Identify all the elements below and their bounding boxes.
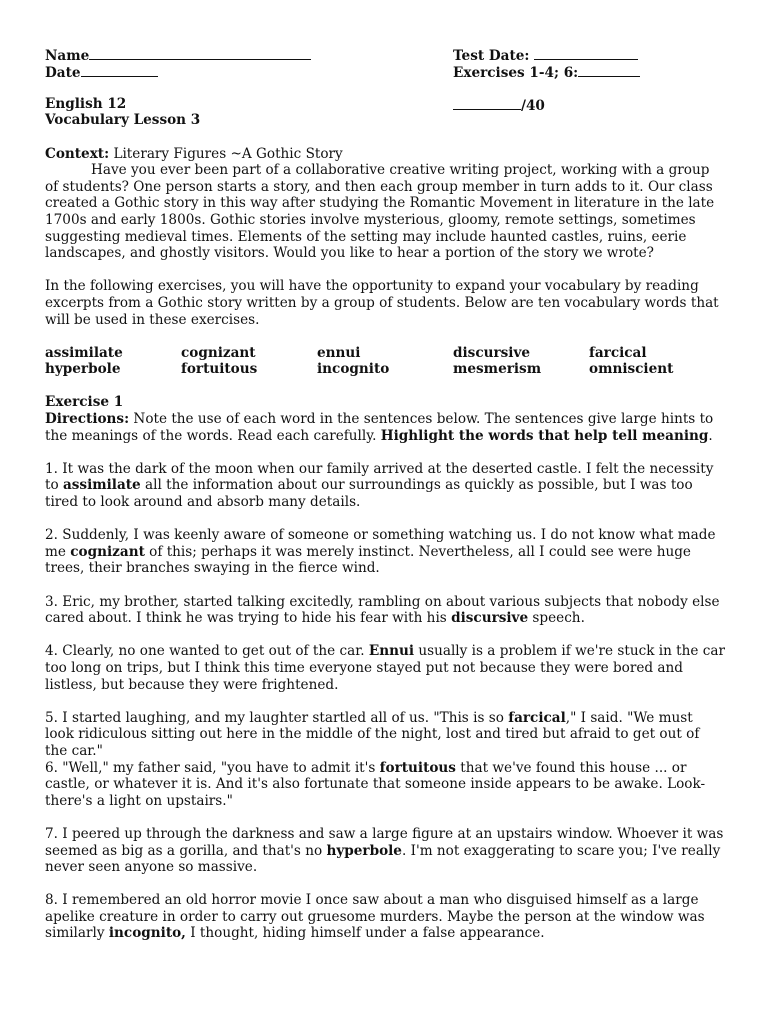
sentence-item — [45, 710, 725, 760]
header-row-3 — [45, 96, 725, 113]
sentence-item — [45, 826, 725, 876]
header-row-1 — [45, 46, 725, 63]
sentence-text: usually is a problem if we're stuck in the car too long on trips, but I think this time everyone stayed put not because they were bored and listless, but because they were frightened. — [45, 643, 725, 693]
name-label: Name — [45, 48, 90, 64]
vocab-word: assimilate — [45, 344, 123, 361]
score-total: /40 — [521, 97, 545, 114]
test-date-blank[interactable] — [534, 46, 638, 60]
directions-end: . — [708, 427, 713, 444]
sentence-text: 2. Suddenly, I was keenly aware of someone or something watching us. I do not know what made me — [45, 527, 716, 560]
sentence-text: 4. Clearly, no one wanted to get out of the car. — [45, 643, 369, 660]
exercises-field — [453, 63, 640, 82]
intro-paragraph: In the following exercises, you will have the opportunity to expand your vocabulary by reading excerpts from a Gothic story written by a group of students. Below are ten vocabulary words that will be used in these exercises. — [45, 278, 719, 328]
sentence-text: 6. "Well," my father said, "you have to admit it's — [45, 759, 380, 776]
sentence-item — [45, 594, 725, 627]
vocab-term: cognizant — [70, 543, 145, 560]
vocab-word: ennui — [317, 344, 361, 361]
vocab-term: hyperbole — [326, 842, 402, 859]
header-row-2 — [45, 63, 725, 80]
vocab-word: farcical — [589, 344, 647, 361]
sentence-item — [45, 643, 725, 693]
score-blank[interactable] — [453, 96, 521, 110]
vocab-term: incognito, — [108, 925, 186, 942]
sentence-text: I thought, hiding himself under a false appearance. — [185, 925, 545, 942]
sentence-text: of this; perhaps it was merely instinct. Nevertheless, all I could see were huge trees, their branches swaying in the fierce wind. — [45, 543, 691, 577]
vocab-word: cognizant — [181, 344, 256, 361]
context-title: Literary Figures ~A Gothic Story — [113, 145, 343, 162]
worksheet-page — [45, 46, 725, 942]
lesson-title: Vocabulary Lesson 3 — [45, 112, 201, 129]
vocab-term: fortuitous — [379, 759, 456, 776]
directions-highlight: Highlight the words that help tell meaning — [380, 427, 709, 444]
exercises-label: Exercises 1-4; 6: — [453, 64, 579, 81]
header-row-4 — [45, 112, 725, 129]
sentence-item — [45, 760, 725, 810]
sentence-text: 3. Eric, my brother, started talking excitedly, rambling on about various subjects that nobody else cared about. I think he was trying to hide his fear with his — [45, 593, 720, 627]
sentence-item — [45, 461, 725, 511]
exercises-blank[interactable] — [578, 63, 640, 77]
context-label: Context: — [45, 145, 110, 162]
sentence-text: 5. I started laughing, and my laughter startled all of us. "This is so — [45, 709, 509, 726]
date-label: Date — [45, 64, 81, 81]
directions-label: Directions: — [45, 411, 130, 428]
name-blank[interactable] — [89, 46, 311, 60]
vocab-term: discursive — [451, 610, 529, 627]
sentence-text: 1. It was the dark of the moon when our family arrived at the deserted castle. I felt the necessity to — [45, 460, 714, 494]
sentence-item — [45, 892, 725, 942]
sentence-text: all the information about our surroundings as quickly as possible, but I was too tired to look around and absorb many details. — [45, 477, 693, 511]
exercise-title: Exercise 1 — [45, 394, 124, 411]
course-title: English 12 — [45, 95, 127, 112]
sentence-text: 8. I remembered an old horror movie I once saw about a man who disguised himself as a large apelike creature in order to carry out gruesome murders. Maybe the person at the window was similarly — [45, 892, 705, 942]
date-blank[interactable] — [81, 63, 158, 77]
directions-text: Note the use of each word in the sentences below. The sentences give large hints to the meanings of the words. Read each carefully. — [45, 411, 714, 444]
vocab-word: incognito — [317, 361, 390, 378]
vocab-word: fortuitous — [181, 361, 258, 378]
sentence-text: that we've found this house ... or castle, or whatever it is. And it's also fortunate that someone inside appears to be awake. Look-there's a light on upstairs." — [45, 759, 706, 809]
vocab-word: omniscient — [589, 361, 674, 378]
vocab-term: Ennui — [368, 643, 415, 660]
vocab-word: hyperbole — [45, 361, 121, 378]
sentence-text: . I'm not exaggerating to scare you; I've really never seen anyone so massive. — [45, 842, 721, 876]
vocab-word: mesmerism — [453, 361, 542, 378]
context-paragraph: Have you ever been part of a collaborative creative writing project, working with a group of students? One person starts a story, and then each group member in turn adds to it. Our class created a Gothic story in this way after studying the Romantic Movement in literature in the late 1700s and early 1800s. Gothic stories involve mysterious, gloomy, remote settings, sometimes suggesting medieval times. Elements of the setting may include haunted castles, ruins, eerie landscapes, and ghostly visitors. Would you like to hear a portion of the story we wrote? — [45, 162, 715, 262]
sentence-text: speech. — [528, 610, 585, 627]
vocab-word: discursive — [453, 344, 531, 361]
sentence-text: ," I said. "We must look ridiculous sitting out here in the middle of the night, lost and tired but afraid to get out of the car." — [45, 709, 700, 759]
sentence-text: 7. I peered up through the darkness and saw a large figure at an upstairs window. Whoever it was seemed as big as a gorilla, and that's no — [45, 825, 724, 859]
test-date-label: Test Date: — [453, 48, 530, 64]
directions — [45, 411, 725, 444]
vocab-term: farcical — [508, 709, 566, 726]
context-heading — [45, 146, 725, 163]
sentence-item — [45, 527, 725, 577]
vocab-term: assimilate — [62, 477, 141, 494]
date-field — [45, 63, 158, 82]
vocabulary-word-list — [45, 345, 725, 378]
